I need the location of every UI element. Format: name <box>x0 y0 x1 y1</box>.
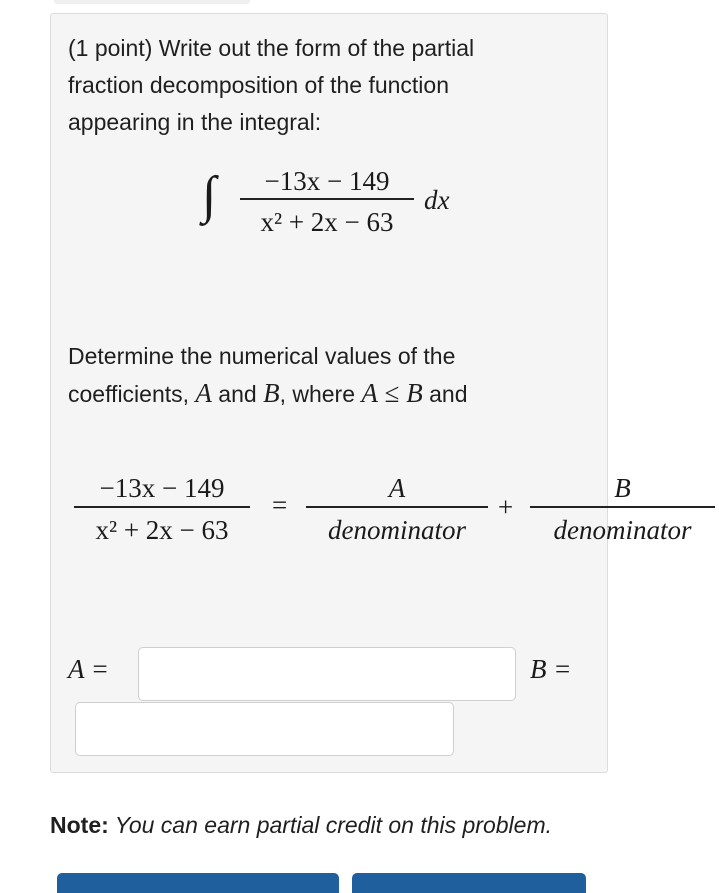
top-tab-edge <box>54 0 250 4</box>
submit-button[interactable] <box>57 873 339 893</box>
eq-lhs-denominator: x² + 2x − 63 <box>95 514 229 545</box>
answer-b-input[interactable] <box>75 702 454 756</box>
label-a: A = <box>68 654 109 684</box>
intro-line-3: appearing in the integral: <box>68 109 322 135</box>
eq-lhs-fraction <box>74 470 250 548</box>
integrand-numerator: −13x − 149 <box>264 166 390 196</box>
preview-button[interactable] <box>352 873 586 893</box>
equals-sign: = <box>272 490 288 520</box>
term1-numerator: A <box>388 473 406 503</box>
eq-lhs-numerator: −13x − 149 <box>99 473 225 503</box>
plus-sign: + <box>498 492 514 522</box>
differential: dx <box>424 185 450 215</box>
integral-sign: ∫ <box>202 167 217 224</box>
determine-text <box>68 338 468 413</box>
term2-numerator: B <box>614 473 631 503</box>
intro-line-2: fraction decomposition of the function <box>68 72 450 98</box>
term2-fraction <box>530 470 715 548</box>
partial-credit-note <box>50 812 552 839</box>
note-label: Note: <box>50 812 109 838</box>
problem-intro <box>68 30 474 141</box>
term1-denominator: denominator <box>328 514 466 545</box>
label-b: B = <box>530 654 572 684</box>
integrand-denominator: x² + 2x − 63 <box>260 206 394 237</box>
term1-fraction <box>306 470 488 548</box>
determine-line-2: coefficients, A and B, where A ≤ B and <box>68 378 468 408</box>
term2-denominator: denominator <box>553 514 692 545</box>
answer-a-input[interactable] <box>138 647 516 701</box>
integrand-fraction <box>240 164 414 240</box>
intro-line-1: (1 point) Write out the form of the partial <box>68 35 475 61</box>
note-text: You can earn partial credit on this problem. <box>108 812 553 838</box>
determine-line-1: Determine the numerical values of the <box>68 343 456 369</box>
